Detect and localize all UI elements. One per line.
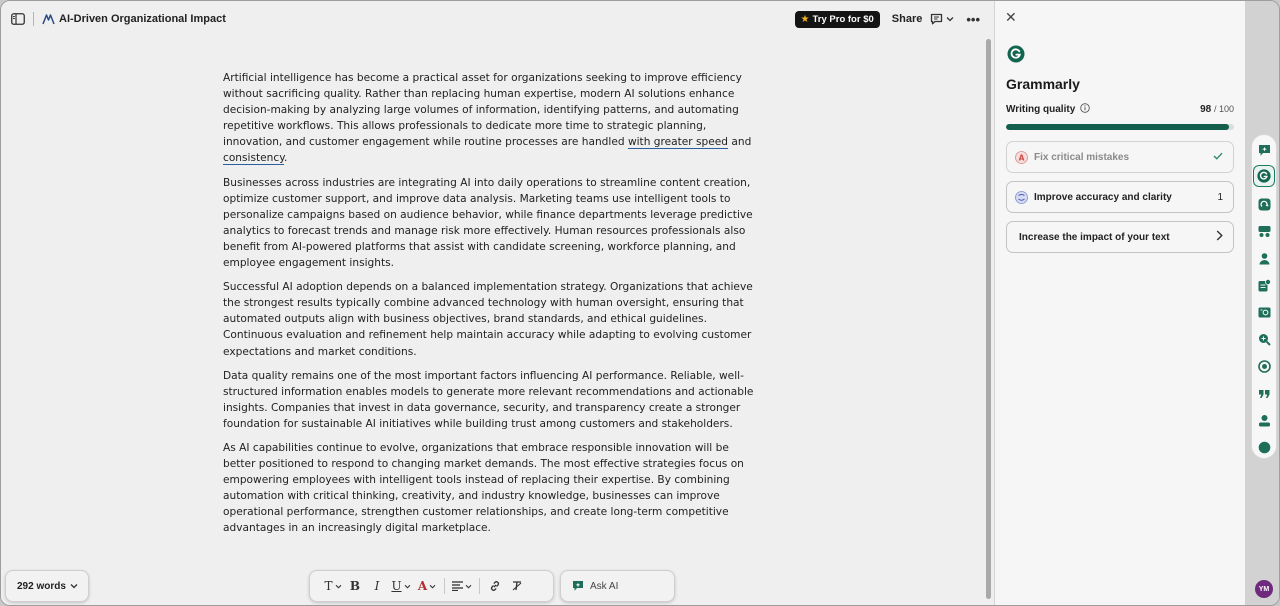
person-icon[interactable] bbox=[1256, 250, 1272, 266]
chevron-down-icon bbox=[70, 583, 78, 589]
star-icon: ★ bbox=[800, 13, 810, 25]
quote-icon[interactable] bbox=[1256, 385, 1272, 401]
word-count: 292 words bbox=[17, 580, 66, 592]
formatting-toolbar bbox=[309, 570, 554, 602]
paragraph-2: Businesses across industries are integrating AI into daily operations to streamline content creation, optimize customer support, and improve data analysis. Marketing teams use intelligent tools to personalize campaigns based on audience behavior, while finance departments leverage predictive analytics to forecast trends and manage risk more effectively. Human resources professionals also benefit from AI-powered platforms that assist with candidate screening, workforce planning, and employee engagement insights. bbox=[223, 176, 753, 270]
align-left-icon bbox=[452, 581, 463, 591]
sidebar-toggle-icon[interactable] bbox=[11, 13, 25, 25]
panel-title: Grammarly bbox=[1006, 76, 1080, 92]
ask-ai-label: Ask AI bbox=[590, 580, 619, 592]
fix-critical-mistakes-card[interactable] bbox=[1006, 141, 1234, 173]
try-pro-button[interactable] bbox=[795, 11, 880, 28]
paragraph-5: As AI capabilities continue to evolve, organizations that embrace responsible innovation will be better positioned to respond to changing market demands. The most effective strategies focus on empowering employees with intelligent tools instead of replacing their expertise. By combining automation with critical thinking, creativity, and industry knowledge, businesses can improve operational performance, strengthen customer relationships, and create long-term competitive advantages in an increasingly digital marketplace. bbox=[223, 441, 744, 535]
bold-button[interactable]: B bbox=[349, 579, 361, 593]
suggestion-underline[interactable]: with greater speed bbox=[627, 136, 729, 149]
paragraph-3: Successful AI adoption depends on a balanced implementation strategy. Organizations that achieve the strongest results typically combine advanced technology with human oversight, ensuring that automated outputs align with business objectives, brand standards, and ethical guidelines. Continuous evaluation and refinement help maintain accuracy while adapting to evolving customer expectations and market conditions. bbox=[223, 281, 753, 358]
accuracy-icon bbox=[1014, 190, 1028, 204]
divider bbox=[33, 12, 34, 26]
card-label: Improve accuracy and clarity bbox=[1034, 191, 1172, 203]
quality-progress-fill bbox=[1006, 124, 1229, 130]
ai-detector-icon[interactable] bbox=[1256, 304, 1272, 320]
info-icon[interactable] bbox=[1080, 103, 1090, 116]
doc-logo-icon bbox=[42, 13, 55, 25]
chevron-right-icon bbox=[1216, 230, 1223, 244]
grammarly-logo-icon bbox=[1007, 45, 1025, 68]
avatar[interactable]: YM bbox=[1255, 580, 1273, 598]
chevron-down-icon bbox=[429, 584, 436, 589]
citation-icon[interactable] bbox=[1256, 277, 1272, 293]
improve-accuracy-card[interactable] bbox=[1006, 181, 1234, 213]
paragraph-1: Artificial intelligence has become a practical asset for organizations seeking to improve efficiency without sacrificing quality. Rather than replacing human expertise, modern AI solutions enhance decision-making by analyzing large volumes of information, identifying patterns, and automating repetitive workflows. This allows professionals to dedicate more time to strategic planning, innovation, and customer engagement while routine processes are handled with greater speed and consistency. bbox=[223, 72, 752, 165]
critical-mistakes-icon bbox=[1014, 150, 1028, 164]
card-label: Increase the impact of your text bbox=[1019, 231, 1170, 243]
ai-chat-icon[interactable] bbox=[1256, 142, 1272, 158]
text-style-button[interactable]: T bbox=[322, 576, 344, 596]
writing-quality-score: 98 / 100 bbox=[1200, 104, 1234, 115]
grammarly-rail-icon[interactable] bbox=[1253, 165, 1275, 187]
check-icon bbox=[1213, 152, 1223, 163]
grammarly-panel bbox=[994, 1, 1245, 606]
close-icon[interactable]: ✕ bbox=[1005, 9, 1017, 25]
comment-icon bbox=[930, 13, 943, 25]
writing-quality-label: Writing quality bbox=[1006, 104, 1076, 115]
underline-button[interactable]: U bbox=[388, 576, 414, 596]
clear-format-icon bbox=[511, 580, 523, 592]
share-button[interactable]: Share bbox=[891, 13, 923, 25]
document-area bbox=[1, 1, 994, 606]
quality-progress-bar bbox=[1006, 124, 1234, 130]
document-body[interactable] bbox=[223, 70, 763, 545]
comments-button[interactable] bbox=[930, 13, 954, 25]
svg-text:A: A bbox=[1018, 152, 1024, 162]
chevron-down-icon bbox=[335, 584, 342, 589]
more-options-icon[interactable]: ••• bbox=[966, 11, 980, 27]
issue-count: 1 bbox=[1217, 191, 1223, 203]
align-button[interactable] bbox=[449, 576, 475, 596]
profile-icon[interactable] bbox=[1256, 412, 1272, 428]
writing-quality-row bbox=[1006, 103, 1234, 116]
increase-impact-card[interactable] bbox=[1006, 221, 1234, 253]
italic-button[interactable]: I bbox=[374, 579, 380, 593]
right-rail bbox=[1251, 134, 1277, 459]
circle-icon[interactable] bbox=[1256, 439, 1272, 455]
target-icon[interactable] bbox=[1256, 358, 1272, 374]
rewrite-icon[interactable] bbox=[1256, 196, 1272, 212]
link-icon bbox=[489, 580, 501, 592]
paragraph-4: Data quality remains one of the most important factors influencing AI performance. Reliable, well-structured information enables models to generate more relevant recommendations and actionable insights. Companies that invest in data governance, security, and transparency create a stronger foundation for sustainable AI initiatives while building trust among customers and stakeholders. bbox=[223, 369, 754, 430]
ask-ai-button[interactable] bbox=[560, 570, 675, 602]
link-button[interactable] bbox=[484, 576, 506, 596]
chevron-down-icon bbox=[465, 584, 472, 589]
ai-chat-icon bbox=[572, 580, 584, 592]
chevron-down-icon bbox=[404, 584, 411, 589]
document-scrollbar[interactable] bbox=[986, 39, 991, 599]
reader-reactions-icon[interactable] bbox=[1256, 223, 1272, 239]
divider bbox=[479, 578, 480, 594]
suggestion-underline[interactable]: consistency bbox=[223, 152, 284, 165]
text-color-button[interactable]: A bbox=[414, 576, 440, 596]
plagiarism-check-icon[interactable] bbox=[1256, 331, 1272, 347]
card-label: Fix critical mistakes bbox=[1034, 151, 1130, 163]
top-bar bbox=[1, 1, 994, 37]
clear-formatting-button[interactable] bbox=[506, 576, 528, 596]
document-title[interactable]: AI-Driven Organizational Impact bbox=[59, 13, 226, 25]
word-count-button[interactable] bbox=[5, 570, 89, 602]
try-pro-label: Try Pro for $0 bbox=[812, 13, 874, 25]
divider bbox=[444, 578, 445, 594]
chevron-down-icon bbox=[946, 16, 954, 22]
